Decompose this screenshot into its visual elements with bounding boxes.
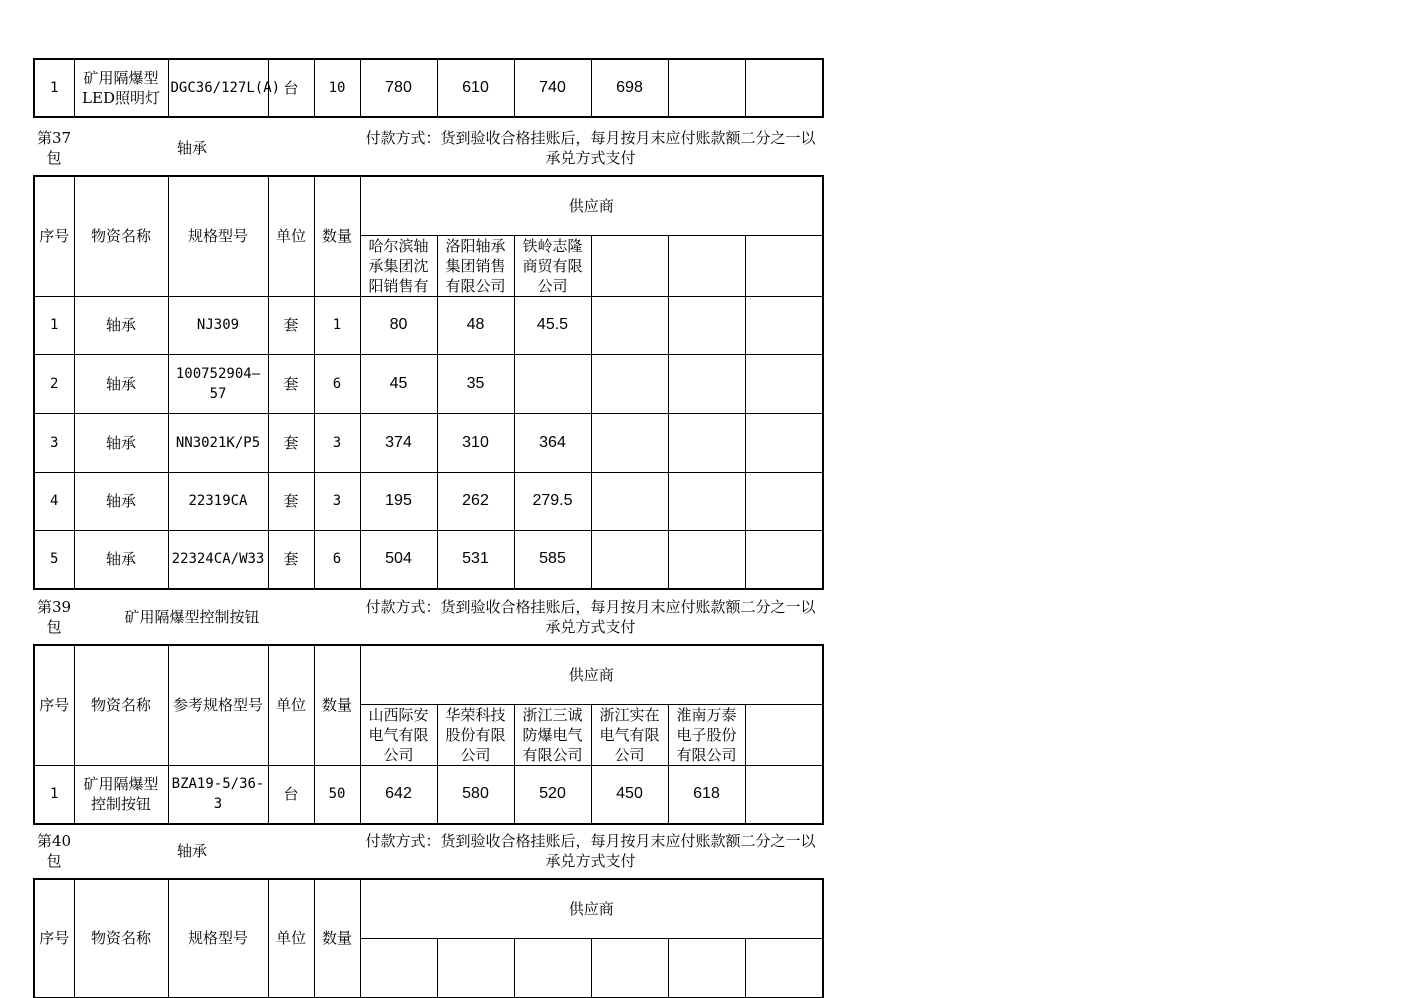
supplier-name-cell: 浙江三诚防爆电气有限公司 — [514, 704, 591, 765]
supplier-name-cell: 淮南万泰电子股份有限公司 — [668, 704, 745, 765]
item-name-cell: 矿用隔爆型控制按钮 — [74, 765, 168, 824]
price-cell — [745, 472, 823, 530]
unit-cell: 套 — [268, 413, 314, 472]
table-row — [34, 296, 823, 354]
price-cell: 450 — [591, 765, 668, 824]
price-cell: 80 — [360, 296, 437, 354]
col-header-qty: 数量 — [314, 176, 360, 296]
supplier-name-cell — [745, 704, 823, 765]
supplier-name-cell: 山西际安电气有限公司 — [360, 704, 437, 765]
price-cell — [591, 413, 668, 472]
price-cell — [668, 354, 745, 413]
price-cell: 374 — [360, 413, 437, 472]
price-cell — [591, 530, 668, 589]
item-name-cell: 轴承 — [74, 354, 168, 413]
row-no-cell: 3 — [34, 413, 74, 472]
item-name-cell: 轴承 — [74, 472, 168, 530]
supplier-name-cell — [514, 938, 591, 997]
table-row — [34, 472, 823, 530]
col-header-name: 物资名称 — [74, 645, 168, 765]
package-name: 矿用隔爆型控制按钮 — [124, 608, 260, 626]
price-cell — [591, 354, 668, 413]
header-row — [34, 645, 823, 704]
supplier-name-cell: 洛阳轴承集团销售有限公司 — [437, 235, 514, 296]
unit-cell: 套 — [268, 296, 314, 354]
price-cell — [745, 765, 823, 824]
row-no-cell: 4 — [34, 472, 74, 530]
qty-cell: 6 — [314, 530, 360, 589]
price-cell: 698 — [591, 59, 668, 117]
supplier-name-cell: 华荣科技股份有限公司 — [437, 704, 514, 765]
package-name: 轴承 — [176, 842, 207, 860]
item-name-cell: 轴承 — [74, 296, 168, 354]
col-header-unit: 单位 — [268, 879, 314, 997]
price-cell — [668, 59, 745, 117]
col-header-no: 序号 — [34, 176, 74, 296]
col-header-supplier: 供应商 — [360, 879, 823, 938]
price-cell — [668, 413, 745, 472]
spec-cell: 100752904—57 — [168, 354, 268, 413]
col-header-name: 物资名称 — [74, 879, 168, 997]
item-name-cell: 轴承 — [74, 413, 168, 472]
col-header-no: 序号 — [34, 645, 74, 765]
col-header-supplier: 供应商 — [360, 645, 823, 704]
price-cell: 262 — [437, 472, 514, 530]
package-39-header — [33, 597, 822, 637]
supplier-name-cell: 铁岭志隆商贸有限公司 — [514, 235, 591, 296]
supplier-name-cell — [745, 938, 823, 997]
price-cell: 610 — [437, 59, 514, 117]
supplier-name-cell: 哈尔滨轴承集团沈阳销售有 — [360, 235, 437, 296]
price-cell: 642 — [360, 765, 437, 824]
supplier-name-cell: 浙江实在电气有限公司 — [591, 704, 668, 765]
package-37-table — [33, 175, 824, 590]
price-cell: 504 — [360, 530, 437, 589]
qty-cell: 50 — [314, 765, 360, 824]
price-cell — [745, 59, 823, 117]
price-cell — [591, 472, 668, 530]
unit-cell: 台 — [268, 765, 314, 824]
price-cell — [668, 472, 745, 530]
price-cell: 618 — [668, 765, 745, 824]
payment-terms: 付款方式：货到验收合格挂账后，每月按月末应付账款额二分之一以承兑方式支付 — [365, 129, 816, 167]
col-header-qty: 数量 — [314, 879, 360, 997]
price-cell — [668, 530, 745, 589]
item-name-cell: 轴承 — [74, 530, 168, 589]
col-header-spec: 规格型号 — [168, 176, 268, 296]
row-no-cell: 1 — [34, 296, 74, 354]
payment-terms: 付款方式：货到验收合格挂账后，每月按月末应付账款额二分之一以承兑方式支付 — [365, 598, 816, 636]
package-40-header — [33, 831, 822, 871]
qty-cell: 3 — [314, 472, 360, 530]
table-row — [34, 354, 823, 413]
price-cell: 45 — [360, 354, 437, 413]
col-header-no: 序号 — [34, 879, 74, 997]
price-cell: 740 — [514, 59, 591, 117]
col-header-spec: 规格型号 — [168, 879, 268, 997]
price-cell: 48 — [437, 296, 514, 354]
row-no-cell: 1 — [34, 765, 74, 824]
supplier-name-cell — [591, 938, 668, 997]
price-cell — [745, 413, 823, 472]
price-cell — [745, 296, 823, 354]
package-40-table — [33, 878, 824, 998]
header-row — [34, 879, 823, 938]
qty-cell: 10 — [314, 59, 360, 117]
spec-cell: 22319CA — [168, 472, 268, 530]
package-39-table — [33, 644, 824, 825]
table-row — [34, 413, 823, 472]
col-header-supplier: 供应商 — [360, 176, 823, 235]
item-name-cell: 矿用隔爆型LED照明灯 — [74, 59, 168, 117]
unit-cell: 套 — [268, 354, 314, 413]
price-cell: 780 — [360, 59, 437, 117]
col-header-unit: 单位 — [268, 645, 314, 765]
table-row — [34, 59, 823, 117]
package-number: 第39包 — [36, 598, 72, 636]
unit-cell: 套 — [268, 530, 314, 589]
spec-cell: BZA19-5/36-3 — [168, 765, 268, 824]
price-cell: 531 — [437, 530, 514, 589]
qty-cell: 1 — [314, 296, 360, 354]
price-cell: 585 — [514, 530, 591, 589]
supplier-name-cell — [360, 938, 437, 997]
price-cell: 279.5 — [514, 472, 591, 530]
spec-cell: 22324CA/W33 — [168, 530, 268, 589]
spec-cell: NN3021K/P5 — [168, 413, 268, 472]
header-row — [34, 176, 823, 235]
col-header-unit: 单位 — [268, 176, 314, 296]
payment-terms: 付款方式：货到验收合格挂账后，每月按月末应付账款额二分之一以承兑方式支付 — [365, 832, 816, 870]
top-item-table — [33, 58, 824, 118]
price-cell: 195 — [360, 472, 437, 530]
row-no-cell: 5 — [34, 530, 74, 589]
price-cell: 520 — [514, 765, 591, 824]
qty-cell: 3 — [314, 413, 360, 472]
table-row — [34, 765, 823, 824]
row-no-cell: 2 — [34, 354, 74, 413]
unit-cell: 台 — [268, 59, 314, 117]
col-header-qty: 数量 — [314, 645, 360, 765]
row-no-cell: 1 — [34, 59, 74, 117]
supplier-name-cell — [668, 235, 745, 296]
package-name: 轴承 — [176, 139, 207, 157]
col-header-name: 物资名称 — [74, 176, 168, 296]
table-row — [34, 530, 823, 589]
price-cell — [745, 354, 823, 413]
package-number: 第40包 — [36, 832, 72, 870]
package-37-header — [33, 128, 822, 168]
qty-cell: 6 — [314, 354, 360, 413]
supplier-name-cell — [745, 235, 823, 296]
price-cell: 310 — [437, 413, 514, 472]
spec-cell: NJ309 — [168, 296, 268, 354]
price-cell: 35 — [437, 354, 514, 413]
package-number: 第37包 — [36, 129, 72, 167]
supplier-name-cell — [591, 235, 668, 296]
col-header-spec: 参考规格型号 — [168, 645, 268, 765]
supplier-name-cell — [668, 938, 745, 997]
price-cell — [514, 354, 591, 413]
price-cell — [668, 296, 745, 354]
price-cell — [591, 296, 668, 354]
price-cell: 580 — [437, 765, 514, 824]
supplier-name-cell — [437, 938, 514, 997]
spec-cell: DGC36/127L(A) — [168, 59, 268, 117]
price-cell — [745, 530, 823, 589]
price-cell: 364 — [514, 413, 591, 472]
unit-cell: 套 — [268, 472, 314, 530]
price-cell: 45.5 — [514, 296, 591, 354]
package-40-table-clip — [0, 878, 860, 948]
